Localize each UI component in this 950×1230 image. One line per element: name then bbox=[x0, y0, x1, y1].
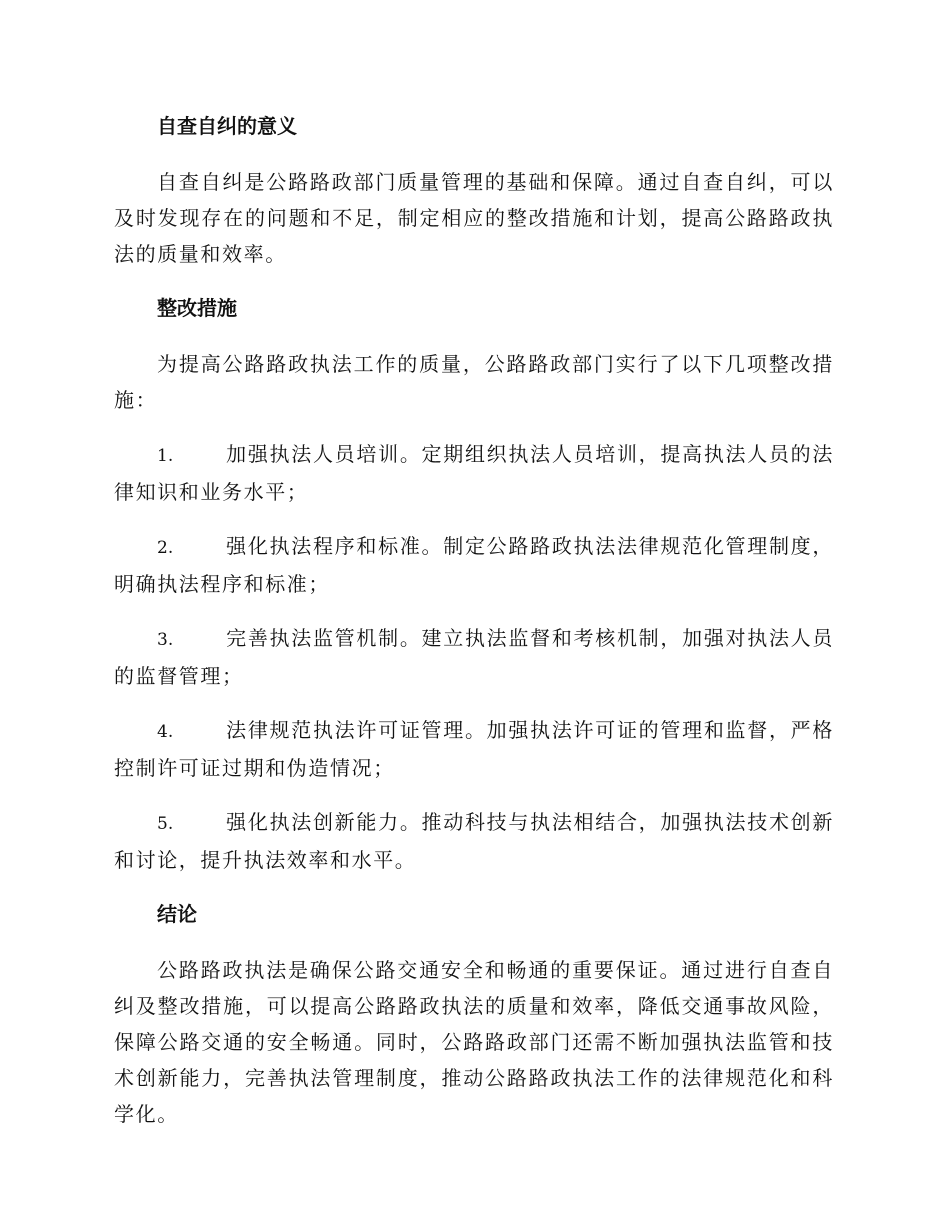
measures-intro-paragraph: 为提高公路路政执法工作的质量，公路路政部门实行了以下几项整改措施： bbox=[114, 352, 834, 412]
list-item bbox=[114, 804, 834, 878]
list-item-text: 加强执法人员培训。定期组织执法人员培训，提高执法人员的法律知识和业务水平； bbox=[114, 442, 834, 504]
list-item-number: 4. bbox=[157, 722, 174, 742]
section-heading-measures: 整改措施 bbox=[157, 296, 237, 320]
section-heading-conclusion: 结论 bbox=[157, 902, 197, 926]
conclusion-paragraph: 公路路政执法是确保公路交通安全和畅通的重要保证。通过进行自查自纠及整改措施，可以提高公路路政执法的质量和效率，降低交通事故风险，保障公路交通的安全畅通。同时，公路路政部门还需不断加强执法监管和技术创新能力，完善执法管理制度，推动公路路政执法工作的法律规范化和科学化。 bbox=[114, 958, 834, 1126]
list-item-number: 2. bbox=[157, 538, 174, 558]
list-item-number: 5. bbox=[157, 814, 174, 834]
significance-paragraph: 自查自纠是公路路政部门质量管理的基础和保障。通过自查自纠，可以及时发现存在的问题和不足，制定相应的整改措施和计划，提高公路路政执法的质量和效率。 bbox=[114, 170, 834, 266]
list-item bbox=[114, 620, 834, 694]
list-item-number: 1. bbox=[157, 446, 174, 466]
section-heading-significance: 自查自纠的意义 bbox=[157, 114, 297, 138]
list-item bbox=[114, 712, 834, 786]
list-item-text: 强化执法创新能力。推动科技与执法相结合，加强执法技术创新和讨论，提升执法效率和水平。 bbox=[114, 810, 834, 872]
list-item-text: 强化执法程序和标准。制定公路路政执法法律规范化管理制度，明确执法程序和标准； bbox=[114, 534, 834, 596]
list-item bbox=[114, 528, 834, 602]
list-item-number: 3. bbox=[157, 630, 174, 650]
document-page bbox=[114, 108, 834, 1132]
list-item bbox=[114, 436, 834, 510]
measures-list bbox=[114, 436, 834, 878]
list-item-text: 法律规范执法许可证管理。加强执法许可证的管理和监督，严格控制许可证过期和伪造情况； bbox=[114, 718, 834, 780]
list-item-text: 完善执法监管机制。建立执法监督和考核机制，加强对执法人员的监督管理； bbox=[114, 626, 834, 688]
